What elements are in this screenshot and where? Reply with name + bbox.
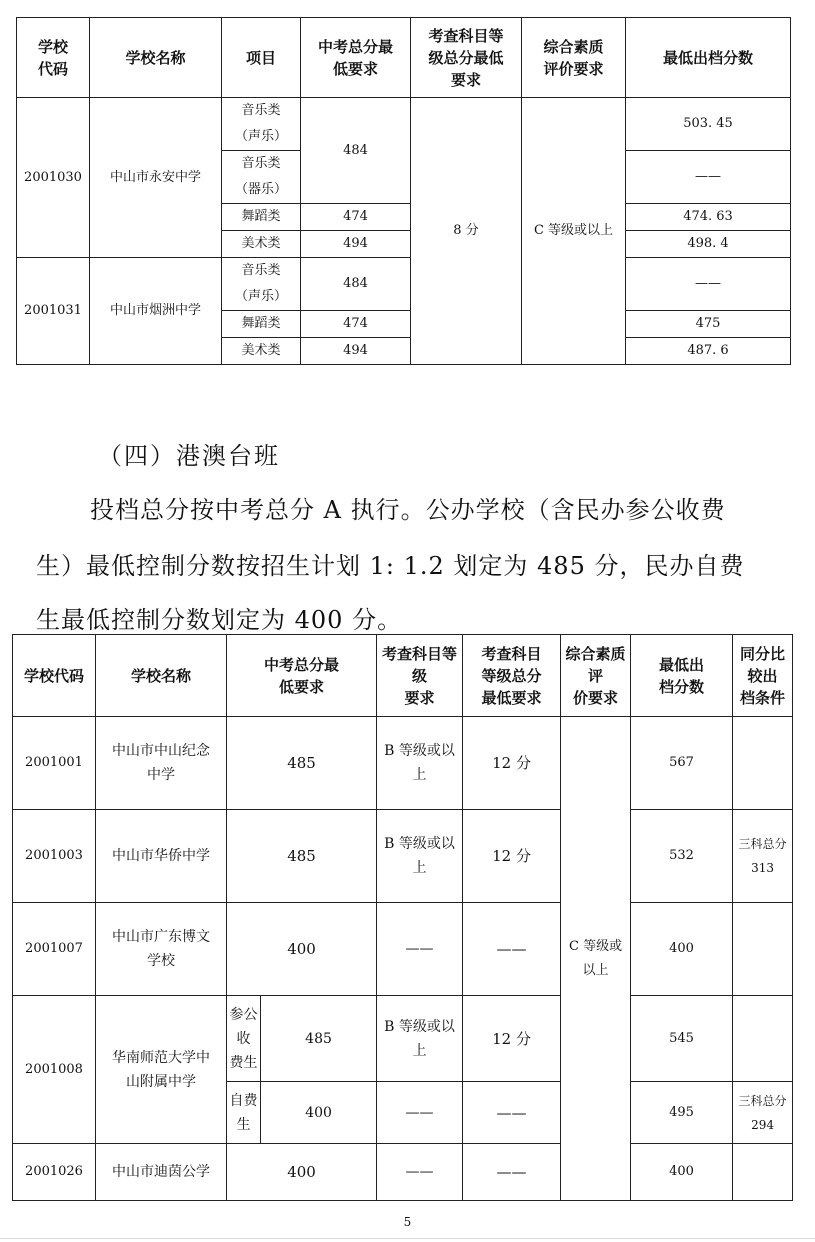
grade-req-cell: ——	[377, 903, 463, 996]
table-header-row	[17, 18, 791, 98]
min-score-cell: 494	[301, 231, 411, 258]
tie-condition-cell	[733, 717, 793, 810]
out-score-cell: 503. 45	[626, 98, 791, 151]
item-cell: 舞蹈类	[222, 311, 301, 338]
min-score-cell: 400	[261, 1082, 377, 1144]
table-row	[13, 717, 793, 810]
min-score-cell: 400	[227, 903, 377, 996]
item-cell: 音乐类 （声乐）	[222, 258, 301, 311]
page-bottom-divider	[0, 1238, 815, 1239]
grade-req-cell: ——	[377, 1144, 463, 1201]
out-score-cell: 474. 63	[626, 204, 791, 231]
header-grade-total: 考查科目等 级总分最低 要求	[411, 18, 522, 98]
paragraph-line-2: 生）最低控制分数按招生计划 1: 1.2 划定为 485 分，民办自费	[36, 552, 745, 580]
school-name: 中山市广东博文 学校	[96, 903, 227, 996]
quality-cell: C 等级或以上	[522, 98, 626, 365]
table-row	[13, 1144, 793, 1201]
header-min-total: 中考总分最 低要求	[227, 635, 377, 717]
school-code: 2001030	[17, 98, 90, 258]
header-tie-condition: 同分比较出 档条件	[733, 635, 793, 717]
table-header-row	[13, 635, 793, 717]
out-score-cell: 487. 6	[626, 338, 791, 365]
min-score-cell: 474	[301, 204, 411, 231]
tie-condition-cell	[733, 1144, 793, 1201]
school-name: 中山市迪茵公学	[96, 1144, 227, 1201]
item-cell: 音乐类 （声乐）	[222, 98, 301, 151]
school-name: 中山市永安中学	[90, 98, 222, 258]
min-score-cell: 484	[301, 98, 411, 204]
grade-req-cell: ——	[377, 1082, 463, 1144]
grade-total-cell: 12 分	[463, 717, 561, 810]
paragraph-line-1: 投档总分按中考总分 A 执行。公办学校（含民办参公收费	[90, 496, 726, 524]
header-school-name: 学校名称	[96, 635, 227, 717]
grade-total-cell: 12 分	[463, 996, 561, 1082]
hk-macau-taiwan-admission-table	[12, 634, 793, 1201]
grade-total-cell: ——	[463, 1082, 561, 1144]
out-score-cell: 567	[631, 717, 733, 810]
header-min-out-score: 最低出 档分数	[631, 635, 733, 717]
header-grade-req: 考查科目等级 要求	[377, 635, 463, 717]
table-row	[13, 903, 793, 996]
header-min-out-score: 最低出档分数	[626, 18, 791, 98]
min-score-cell: 485	[261, 996, 377, 1082]
school-name: 华南师范大学中 山附属中学	[96, 996, 227, 1144]
grade-req-cell: B 等级或以上	[377, 996, 463, 1082]
school-name: 中山市中山纪念 中学	[96, 717, 227, 810]
header-school-code: 学校代码	[13, 635, 96, 717]
min-score-cell: 484	[301, 258, 411, 311]
quality-cell: C 等级或以上	[561, 717, 631, 1201]
out-score-cell: ——	[626, 258, 791, 311]
out-score-cell: 400	[631, 903, 733, 996]
grade-total-cell: 8 分	[411, 98, 522, 365]
school-code: 2001007	[13, 903, 96, 996]
tie-condition-cell	[733, 903, 793, 996]
school-code: 2001031	[17, 258, 90, 365]
school-code: 2001008	[13, 996, 96, 1144]
school-name: 中山市华侨中学	[96, 810, 227, 903]
item-cell: 舞蹈类	[222, 204, 301, 231]
out-score-cell: 498. 4	[626, 231, 791, 258]
page-number: 5	[403, 1215, 412, 1229]
grade-total-cell: ——	[463, 1144, 561, 1201]
min-score-cell: 474	[301, 311, 411, 338]
out-score-cell: 532	[631, 810, 733, 903]
out-score-cell: ——	[626, 151, 791, 204]
min-score-cell: 400	[227, 1144, 377, 1201]
grade-req-cell: B 等级或以上	[377, 717, 463, 810]
student-type-cell: 自费生	[227, 1082, 261, 1144]
out-score-cell: 495	[631, 1082, 733, 1144]
grade-req-cell: B 等级或以上	[377, 810, 463, 903]
table-row	[13, 996, 793, 1082]
tie-condition-cell: 三科总分 294	[733, 1082, 793, 1144]
header-grade-total: 考查科目 等级总分 最低要求	[463, 635, 561, 717]
school-code: 2001026	[13, 1144, 96, 1201]
table-row	[17, 258, 791, 311]
min-score-cell: 485	[227, 717, 377, 810]
tie-condition-cell	[733, 996, 793, 1082]
paragraph-line-3: 生最低控制分数划定为 400 分。	[36, 606, 403, 634]
table-row	[17, 98, 791, 151]
art-admission-table	[16, 17, 791, 365]
out-score-cell: 475	[626, 311, 791, 338]
out-score-cell: 400	[631, 1144, 733, 1201]
school-name: 中山市烟洲中学	[90, 258, 222, 365]
out-score-cell: 545	[631, 996, 733, 1082]
student-type-cell: 参公收 费生	[227, 996, 261, 1082]
section-heading: （四）港澳台班	[98, 442, 280, 470]
school-code: 2001003	[13, 810, 96, 903]
item-cell: 美术类	[222, 338, 301, 365]
header-school-code: 学校 代码	[17, 18, 90, 98]
header-quality: 综合素质 评价要求	[522, 18, 626, 98]
header-quality: 综合素质评 价要求	[561, 635, 631, 717]
min-score-cell: 485	[227, 810, 377, 903]
table-row	[13, 810, 793, 903]
header-item: 项目	[222, 18, 301, 98]
header-min-total: 中考总分最 低要求	[301, 18, 411, 98]
header-school-name: 学校名称	[90, 18, 222, 98]
min-score-cell: 494	[301, 338, 411, 365]
item-cell: 美术类	[222, 231, 301, 258]
grade-total-cell: 12 分	[463, 810, 561, 903]
school-code: 2001001	[13, 717, 96, 810]
grade-total-cell: ——	[463, 903, 561, 996]
tie-condition-cell: 三科总分 313	[733, 810, 793, 903]
item-cell: 音乐类 （器乐）	[222, 151, 301, 204]
